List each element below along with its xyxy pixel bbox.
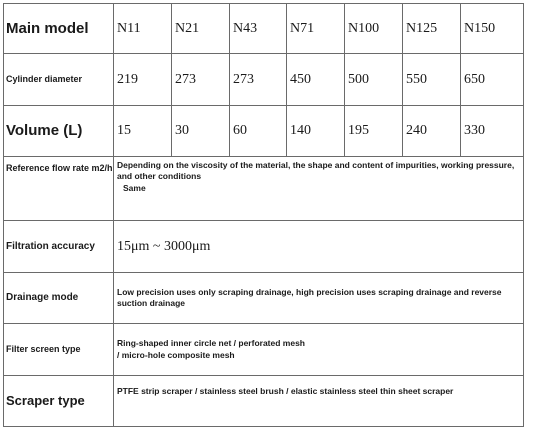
filter-screen-line-2: / micro-hole composite mesh <box>117 349 235 360</box>
row-filter-screen-type <box>4 324 524 376</box>
filter-screen-cell <box>114 324 524 376</box>
label-scraper-type: Scraper type <box>4 376 114 427</box>
drainage-mode-text: Low precision uses only scraping drainage, high precision uses scraping drainage and reverse suction drainage <box>114 273 524 324</box>
model-n43: N43 <box>230 4 287 54</box>
label-flow-rate: Reference flow rate m2/h <box>4 157 114 221</box>
label-cylinder-diameter: Cylinder diameter <box>4 54 114 106</box>
cylinder-value: 450 <box>287 54 345 106</box>
volume-value: 195 <box>345 106 403 157</box>
flow-rate-cell <box>114 157 524 221</box>
cylinder-value: 273 <box>230 54 287 106</box>
cylinder-value: 219 <box>114 54 172 106</box>
cylinder-value: 650 <box>461 54 524 106</box>
cylinder-value: 273 <box>172 54 230 106</box>
row-main-model <box>4 4 524 54</box>
row-volume <box>4 106 524 157</box>
model-n100: N100 <box>345 4 403 54</box>
label-main-model: Main model <box>4 4 114 54</box>
volume-value: 140 <box>287 106 345 157</box>
volume-value: 30 <box>172 106 230 157</box>
cylinder-value: 500 <box>345 54 403 106</box>
model-n11: N11 <box>114 4 172 54</box>
volume-value: 240 <box>403 106 461 157</box>
label-filtration-accuracy: Filtration accuracy <box>4 221 114 273</box>
scraper-type-text: PTFE strip scraper / stainless steel brush / elastic stainless steel thin sheet scraper <box>114 376 524 427</box>
volume-value: 60 <box>230 106 287 157</box>
model-n125: N125 <box>403 4 461 54</box>
row-flow-rate <box>4 157 524 221</box>
model-n71: N71 <box>287 4 345 54</box>
volume-value: 15 <box>114 106 172 157</box>
volume-value: 330 <box>461 106 524 157</box>
filtration-accuracy-value: 15μm ~ 3000μm <box>114 221 524 273</box>
flow-rate-text: Depending on the viscosity of the material, the shape and content of impurities, working pressure, and other conditions <box>117 160 515 182</box>
label-volume: Volume (L) <box>4 106 114 157</box>
cylinder-value: 550 <box>403 54 461 106</box>
model-n150: N150 <box>461 4 524 54</box>
model-n21: N21 <box>172 4 230 54</box>
row-scraper-type <box>4 376 524 427</box>
row-filtration-accuracy <box>4 221 524 273</box>
row-drainage-mode <box>4 273 524 324</box>
flow-rate-subtext: Same <box>123 183 146 194</box>
row-cylinder-diameter <box>4 54 524 106</box>
filter-screen-line-1: Ring-shaped inner circle net / perforated mesh <box>117 338 305 349</box>
label-drainage-mode: Drainage mode <box>4 273 114 324</box>
specification-table <box>3 3 524 427</box>
label-filter-screen-type: Filter screen type <box>4 324 114 376</box>
